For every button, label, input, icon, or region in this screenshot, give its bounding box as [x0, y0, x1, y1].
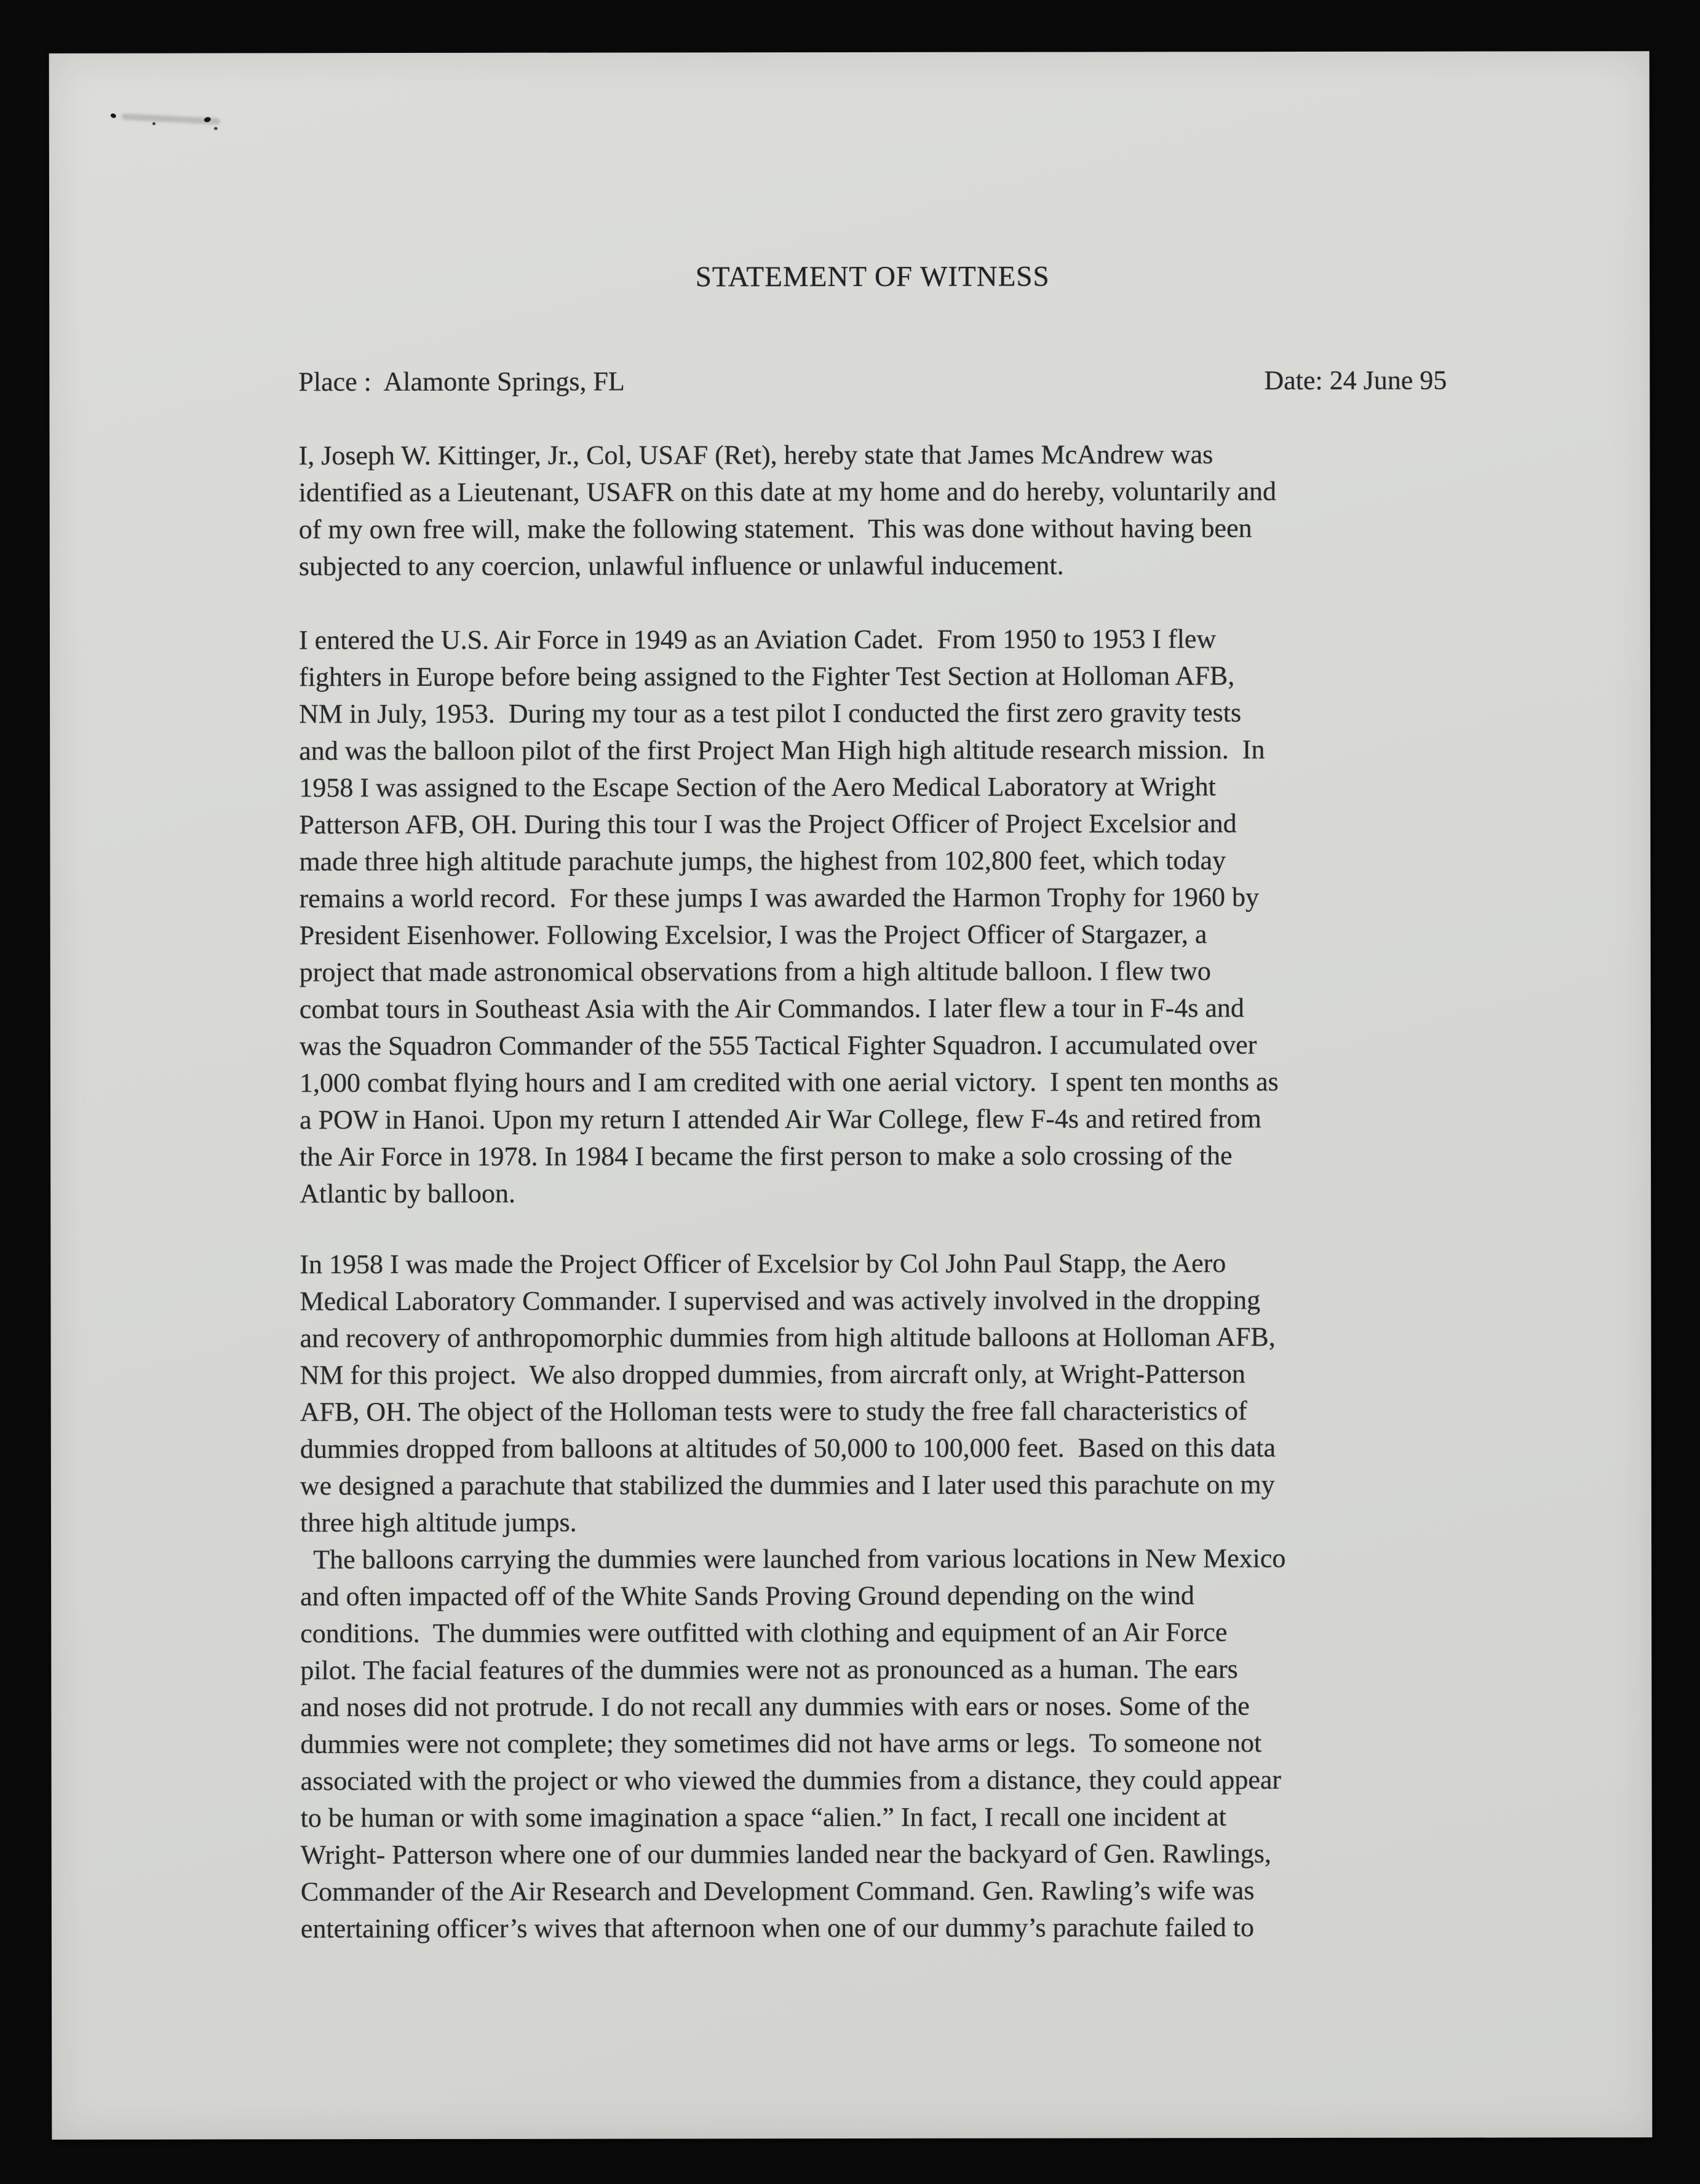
- place-date-row: [298, 362, 1447, 401]
- document-content: [49, 257, 1652, 1948]
- statement-paragraph-excelsior: In 1958 I was made the Project Officer of Excelsior by Col John Paul Stapp, the Aero Medical Laboratory Commander. I supervised and was actively involved in the dropping and recovery of anthropomorphic dummies from high altitude balloons at Holloman AFB, NM for this project. We also dropped dummies, from aircraft only, at Wright-Patterson AFB, OH. The object of the Holloman tests were to study the free fall characteristics of dummies dropped from balloons at altitudes of 50,000 to 100,000 feet. Based on this data we designed a parachute that stabilized the dummies and I later used this parachute on my three high altitude jumps.: [300, 1248, 1276, 1538]
- place-field: Place : Alamonte Springs, FL: [298, 366, 625, 397]
- statement-paragraph-dummies: The balloons carrying the dummies were launched from various locations in New Mexico and often impacted off of the White Sands Proving Ground depending on the wind conditions. The dummies were outfitted with clothing and equipment of an Air Force pilot. The facial features of the dummies were not as pronounced as a human. The ears and noses did not protrude. I do not recall any dummies with ears or noses. Some of the dummies were not complete; they sometimes did not have arms or legs. To someone not associated with the project or who viewed the dummies from a distance, they could appear to be human or with some imagination a space “alien.” In fact, I recall one incident at Wright- Patterson where one of our dummies landed near the backyard of Gen. Rawlings, Commander of the Air Research and Development Command. Gen. Rawling’s wife was entertaining officer’s wives that afternoon when one of our dummy’s parachute failed to: [300, 1543, 1286, 1944]
- ink-speck: [214, 127, 218, 130]
- statement-paragraph-career: I entered the U.S. Air Force in 1949 as an Aviation Cadet. From 1950 to 1953 I flew fighters in Europe before being assigned to the Fighter Test Section at Holloman AFB, NM in July, 1953. During my tour as a test pilot I conducted the first zero gravity tests and was the balloon pilot of the first Project Man High high altitude research mission. In 1958 I was assigned to the Escape Section of the Aero Medical Laboratory at Wright Patterson AFB, OH. During this tour I was the Project Officer of Project Excelsior and made three high altitude parachute jumps, the highest from 102,800 feet, which today remains a world record. For these jumps I was awarded the Harmon Trophy for 1960 by President Eisenhower. Following Excelsior, I was the Project Officer of Stargazer, a project that made astronomical observations from a high altitude balloon. I flew two combat tours in Southeast Asia with the Air Commandos. I later flew a tour in F-4s and was the Squadron Commander of the 555 Tactical Fighter Squadron. I accumulated over 1,000 combat flying hours and I am credited with one aerial victory. I spent ten months as a POW in Hanoi. Upon my return I attended Air War College, flew F-4s and retired from the Air Force in 1978. In 1984 I became the first person to make a solo crossing of the Atlantic by balloon.: [298, 624, 1279, 1209]
- document-title: STATEMENT OF WITNESS: [695, 260, 1050, 293]
- ink-speck: [110, 113, 117, 119]
- ink-speck: [153, 122, 156, 125]
- statement-paragraph-intro: I, Joseph W. Kittinger, Jr., Col, USAF (Ret), hereby state that James McAndrew was identified as a Lieutenant, USAFR on this date at my home and do hereby, voluntarily and of my own free will, make the following statement. This was done without having been subjected to any coercion, unlawful influence or unlawful inducement.: [298, 439, 1277, 582]
- date-field: Date: 24 June 95: [1264, 365, 1447, 396]
- document-page: [49, 51, 1653, 2140]
